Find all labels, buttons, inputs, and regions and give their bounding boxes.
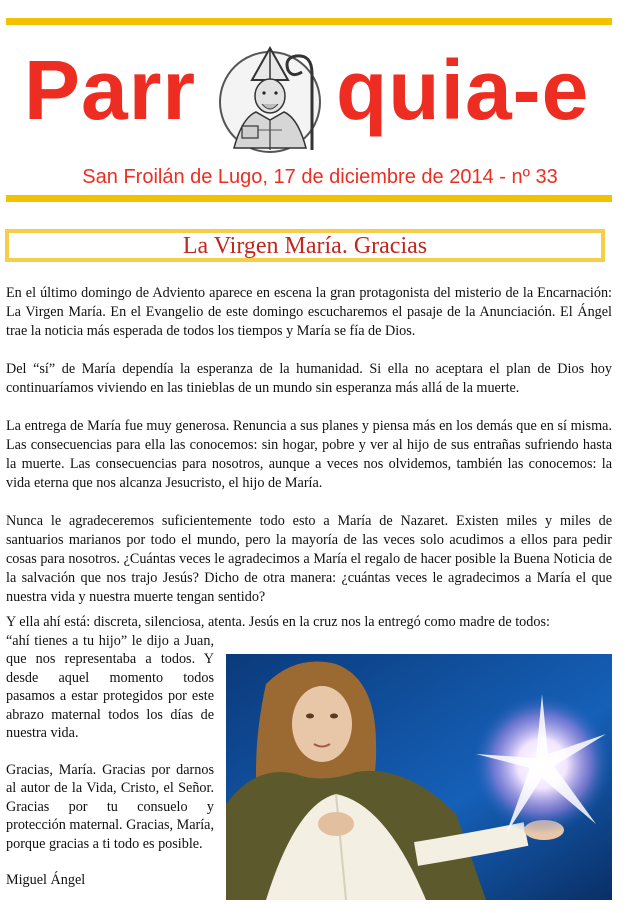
masthead-title-right: quia-e [336,43,590,137]
paragraph: En el último domingo de Adviento aparece en escena la gran protagonista del misterio de la Encarnación: La Virgen María. En el Evangelio de este domingo escucharemos el pasaje de la Anunciación. El Ángel trae la noticia más esperada de todos los tiempos y María se fía de Dios. [6,285,612,339]
paragraph: La entrega de María fue muy generosa. Renuncia a sus planes y piensa más en los demás que en sí misma. Las consecuencias para ella las conocemos: sin hogar, pobre y ver al hijo de sus entrañas sufriendo hasta la muerte. Las consecuencias para nosotros, aunque a veces nos olvidemos, también las conocemos: la vida eterna que nos alcanza Jesucristo, el hijo de María. [6,418,612,491]
issue-subtitle: San Froilán de Lugo, 17 de diciembre de 2014 - nº 33 [82,166,558,188]
article-title-box [5,229,605,262]
paragraph: Gracias, María. Gracias por darnos al autor de la Vida, Cristo, el Señor. Gracias por tu consuelo y protección maternal. Gracias, María, porque gracias a ti todo es posible. [6,761,214,852]
paragraph: “ahí tienes a tu hijo” le dijo a Juan, que nos representaba a todos. Y desde aquel momento todos pasamos a estar protegidos por este abrazo maternal todos los días de nuestra vida. [6,632,214,741]
top-rule [6,18,612,25]
article-title: La Virgen María. Gracias [182,233,428,259]
paragraph: Y ella ahí está: discreta, silenciosa, atenta. Jesús en la cruz nos la entregó como madre de todos: [6,614,550,630]
narrow-column [6,632,214,890]
article-body [6,284,612,626]
paragraph: Nunca le agradeceremos suficientemente todo esto a María de Nazaret. Existen miles y miles de santuarios marianos por todo el mundo, pero la mayoría de las veces solo acudimos a ellos para pedir cosas para nosotros. ¿Cuántas veces le agradecimos a María el regalo de hacer posible la Buena Noticia de la salvación que nos trajo Jesús? Dicho de otra manera: ¿cuántas veces le agradecimos a María el que nuestra vida y nuestra muerte tengan sentido? [6,513,612,605]
paragraph: Del “sí” de María dependía la esperanza de la humanidad. Si ella no aceptara el plan de Dios hoy continuaríamos viviendo en las tinieblas de un mundo sin esperanza más allá de la muerte. [6,361,612,396]
bottom-rule [6,195,612,202]
saint-bishop-medallion-icon [212,40,332,158]
masthead [0,30,640,165]
masthead-title-left: Parr [24,43,197,137]
virgin-mary-illustration [226,654,612,900]
author-signature: Miguel Ángel [6,872,86,888]
